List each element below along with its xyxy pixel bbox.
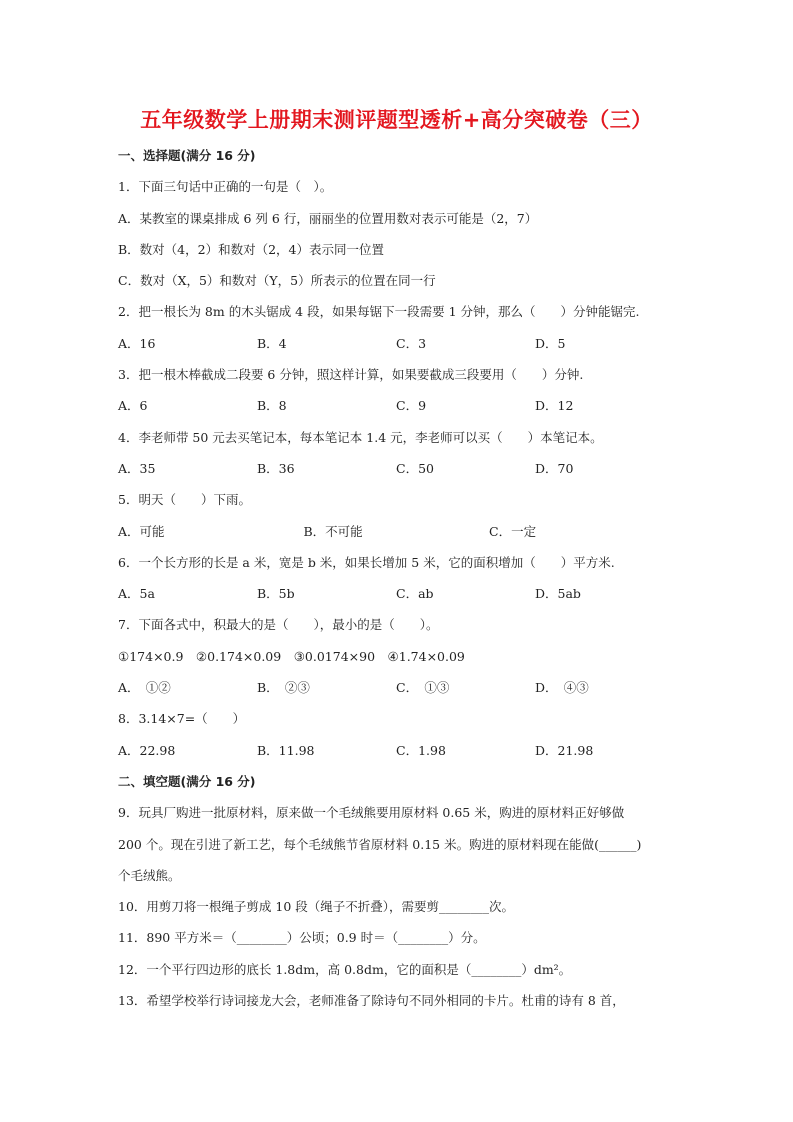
answer-option: A．5a	[118, 586, 155, 602]
answer-option: B．5b	[257, 586, 295, 602]
answer-option: D． ④③	[535, 680, 589, 696]
answer-option: A．22.98	[118, 742, 176, 758]
question-text: 200 个。现在引进了新工艺，每个毛绒熊节省原材料 0.15 米。购进的原材料现在能做(______)	[118, 836, 642, 852]
answer-option: C．9	[396, 398, 427, 414]
question-text: 6．一个长方形的长是 a 米，宽是 b 米，如果长增加 5 米，它的面积增加（ ）平方米.	[118, 554, 615, 570]
answer-option: B． ②③	[257, 680, 310, 696]
answer-option: C．3	[396, 335, 427, 351]
answer-option: C．1.98	[396, 742, 446, 758]
answer-option: B．4	[257, 335, 287, 351]
answer-option: A．35	[118, 460, 156, 476]
answer-option: D．5	[535, 335, 566, 351]
answer-options	[118, 516, 688, 547]
question-text: 9．玩具厂购进一批原材料，原来做一个毛绒熊要用原材料 0.65 米，购进的原材料正好够做	[118, 805, 625, 821]
question-text: 4．李老师带 50 元去买笔记本，每本笔记本 1.4 元，李老师可以买（ ）本笔记本。	[118, 429, 603, 445]
question-text: 5．明天（ ）下雨。	[118, 492, 251, 508]
answer-option: B．11.98	[257, 742, 315, 758]
question-text: 个毛绒熊。	[118, 867, 181, 883]
answer-options	[118, 328, 688, 359]
answer-option: D．21.98	[535, 742, 594, 758]
answer-option: D．70	[535, 460, 574, 476]
answer-option: B．36	[257, 460, 295, 476]
answer-option: A．16	[118, 335, 156, 351]
answer-option: C． ①③	[396, 680, 450, 696]
answer-option: B．8	[257, 398, 287, 414]
question-text: C．数对（X，5）和数对（Y，5）所表示的位置在同一行	[118, 273, 436, 289]
question-text: 10．用剪刀将一根绳子剪成 10 段（绳子不折叠），需要剪________次。	[118, 899, 515, 915]
question-text: B．数对（4，2）和数对（2，4）表示同一位置	[118, 241, 384, 257]
question-text: 2．把一根长为 8m 的木头锯成 4 段，如果每锯下一段需要 1 分钟，那么（ ）分钟能锯完.	[118, 304, 640, 320]
question-text: 3．把一根木棒截成二段要 6 分钟，照这样计算，如果要截成三段要用（ ）分钟.	[118, 367, 584, 383]
answer-option: A．可能	[118, 523, 165, 539]
question-text: A．某教室的课桌排成 6 列 6 行，丽丽坐的位置用数对表示可能是（2，7）	[118, 210, 538, 226]
answer-options	[118, 735, 688, 766]
document-body	[118, 140, 688, 1016]
section-heading: 二、填空题(满分 16 分)	[118, 773, 256, 789]
answer-options	[118, 390, 688, 421]
question-text: 12．一个平行四边形的底长 1.8dm，高 0.8dm，它的面积是（________）dm²。	[118, 961, 572, 977]
question-text: 8．3.14×7=（ ）	[118, 711, 246, 727]
answer-option: D．5ab	[535, 586, 581, 602]
question-text: 7．下面各式中，积最大的是（ ），最小的是（ ）。	[118, 617, 439, 633]
question-text: 11．890 平方米＝（________）公顷；0.9 时＝（________）分。	[118, 930, 486, 946]
question-text: 1．下面三句话中正确的一句是（ ）。	[118, 179, 333, 195]
section-heading: 一、选择题(满分 16 分)	[118, 148, 256, 163]
answer-option: B．不可能	[303, 523, 363, 539]
answer-option: D．12	[535, 398, 574, 414]
answer-option: C．一定	[489, 523, 537, 539]
question-text: ①174×0.9 ②0.174×0.09 ③0.0174×90 ④1.74×0.09	[118, 648, 465, 664]
answer-options	[118, 578, 688, 609]
document-title: 五年级数学上册期末测评题型透析+高分突破卷（三）	[140, 108, 653, 132]
question-text: 13．希望学校举行诗词接龙大会，老师准备了除诗句不同外相同的卡片。杜甫的诗有 8 首，	[118, 993, 625, 1009]
answer-options	[118, 453, 688, 484]
answer-option: A． ①②	[118, 680, 171, 696]
answer-option: C．50	[396, 460, 434, 476]
answer-option: A．6	[118, 398, 148, 414]
answer-options	[118, 672, 688, 703]
answer-option: C．ab	[396, 586, 434, 602]
